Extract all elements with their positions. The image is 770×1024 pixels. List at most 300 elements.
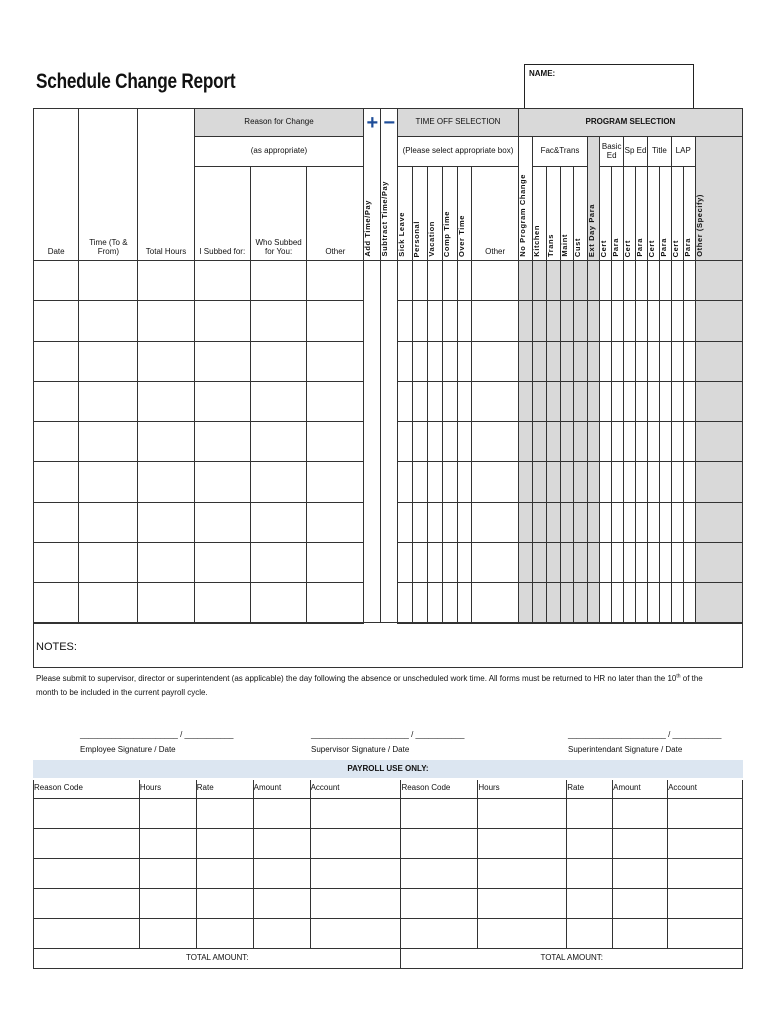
- payroll-cell[interactable]: [668, 888, 743, 918]
- payroll-cell[interactable]: [478, 798, 567, 828]
- entry-cell[interactable]: [457, 502, 472, 542]
- entry-cell[interactable]: [683, 341, 695, 381]
- entry-cell[interactable]: [442, 543, 457, 583]
- entry-cell[interactable]: [671, 583, 683, 623]
- payroll-cell[interactable]: [310, 918, 401, 948]
- entry-cell[interactable]: [600, 502, 612, 542]
- entry-cell[interactable]: [574, 301, 588, 341]
- entry-cell[interactable]: [413, 341, 428, 381]
- entry-cell[interactable]: [518, 583, 532, 623]
- entry-cell[interactable]: [695, 422, 742, 462]
- entry-cell[interactable]: [624, 341, 636, 381]
- entry-cell[interactable]: [250, 261, 306, 301]
- entry-cell[interactable]: [398, 543, 413, 583]
- entry-cell[interactable]: [472, 502, 518, 542]
- entry-cell[interactable]: [79, 341, 138, 381]
- entry-cell[interactable]: [34, 381, 79, 421]
- entry-cell[interactable]: [307, 462, 364, 502]
- payroll-cell[interactable]: [401, 858, 478, 888]
- payroll-cell[interactable]: [34, 918, 140, 948]
- entry-cell[interactable]: [647, 381, 659, 421]
- entry-cell[interactable]: [518, 301, 532, 341]
- entry-cell[interactable]: [442, 462, 457, 502]
- payroll-cell[interactable]: [139, 828, 196, 858]
- entry-cell[interactable]: [364, 462, 381, 502]
- entry-cell[interactable]: [364, 583, 381, 623]
- payroll-cell[interactable]: [613, 918, 668, 948]
- entry-cell[interactable]: [138, 301, 194, 341]
- entry-cell[interactable]: [560, 543, 574, 583]
- entry-cell[interactable]: [636, 583, 648, 623]
- entry-cell[interactable]: [398, 422, 413, 462]
- entry-cell[interactable]: [307, 341, 364, 381]
- entry-cell[interactable]: [671, 422, 683, 462]
- entry-cell[interactable]: [624, 261, 636, 301]
- entry-cell[interactable]: [398, 301, 413, 341]
- entry-cell[interactable]: [636, 422, 648, 462]
- entry-cell[interactable]: [34, 301, 79, 341]
- payroll-cell[interactable]: [139, 918, 196, 948]
- entry-cell[interactable]: [381, 462, 398, 502]
- entry-cell[interactable]: [413, 381, 428, 421]
- entry-cell[interactable]: [683, 301, 695, 341]
- entry-cell[interactable]: [659, 341, 671, 381]
- entry-cell[interactable]: [307, 301, 364, 341]
- entry-cell[interactable]: [560, 583, 574, 623]
- entry-cell[interactable]: [588, 261, 600, 301]
- entry-cell[interactable]: [250, 462, 306, 502]
- entry-cell[interactable]: [532, 301, 546, 341]
- entry-cell[interactable]: [472, 301, 518, 341]
- entry-cell[interactable]: [138, 381, 194, 421]
- entry-cell[interactable]: [79, 261, 138, 301]
- entry-cell[interactable]: [364, 422, 381, 462]
- entry-cell[interactable]: [518, 261, 532, 301]
- entry-cell[interactable]: [307, 422, 364, 462]
- notes-box[interactable]: [33, 622, 743, 668]
- entry-cell[interactable]: [364, 381, 381, 421]
- entry-cell[interactable]: [427, 502, 442, 542]
- payroll-cell[interactable]: [478, 828, 567, 858]
- entry-cell[interactable]: [600, 422, 612, 462]
- payroll-cell[interactable]: [310, 858, 401, 888]
- payroll-cell[interactable]: [401, 918, 478, 948]
- entry-cell[interactable]: [574, 422, 588, 462]
- entry-cell[interactable]: [546, 341, 560, 381]
- entry-cell[interactable]: [560, 462, 574, 502]
- entry-cell[interactable]: [472, 583, 518, 623]
- entry-cell[interactable]: [588, 462, 600, 502]
- payroll-cell[interactable]: [567, 798, 613, 828]
- entry-cell[interactable]: [34, 583, 79, 623]
- payroll-cell[interactable]: [34, 798, 140, 828]
- entry-cell[interactable]: [532, 502, 546, 542]
- entry-cell[interactable]: [695, 261, 742, 301]
- entry-cell[interactable]: [79, 502, 138, 542]
- entry-cell[interactable]: [546, 502, 560, 542]
- entry-cell[interactable]: [612, 381, 624, 421]
- entry-cell[interactable]: [659, 583, 671, 623]
- entry-cell[interactable]: [194, 422, 250, 462]
- entry-cell[interactable]: [560, 261, 574, 301]
- entry-cell[interactable]: [34, 261, 79, 301]
- payroll-cell[interactable]: [253, 858, 310, 888]
- entry-cell[interactable]: [518, 341, 532, 381]
- payroll-cell[interactable]: [196, 798, 253, 828]
- entry-cell[interactable]: [307, 381, 364, 421]
- entry-cell[interactable]: [79, 422, 138, 462]
- entry-cell[interactable]: [683, 381, 695, 421]
- entry-cell[interactable]: [560, 502, 574, 542]
- payroll-cell[interactable]: [668, 858, 743, 888]
- payroll-cell[interactable]: [34, 888, 140, 918]
- entry-cell[interactable]: [574, 381, 588, 421]
- entry-cell[interactable]: [457, 422, 472, 462]
- entry-cell[interactable]: [532, 261, 546, 301]
- entry-cell[interactable]: [381, 301, 398, 341]
- entry-cell[interactable]: [671, 543, 683, 583]
- payroll-cell[interactable]: [613, 888, 668, 918]
- entry-cell[interactable]: [364, 301, 381, 341]
- payroll-cell[interactable]: [196, 858, 253, 888]
- entry-cell[interactable]: [398, 583, 413, 623]
- entry-cell[interactable]: [381, 261, 398, 301]
- entry-cell[interactable]: [624, 543, 636, 583]
- entry-cell[interactable]: [574, 462, 588, 502]
- payroll-cell[interactable]: [401, 798, 478, 828]
- entry-cell[interactable]: [636, 261, 648, 301]
- entry-cell[interactable]: [671, 381, 683, 421]
- entry-cell[interactable]: [659, 422, 671, 462]
- entry-cell[interactable]: [472, 341, 518, 381]
- entry-cell[interactable]: [398, 502, 413, 542]
- entry-cell[interactable]: [671, 261, 683, 301]
- entry-cell[interactable]: [307, 502, 364, 542]
- entry-cell[interactable]: [381, 583, 398, 623]
- supervisor-signature-line[interactable]: ______________________ / ___________: [311, 730, 465, 739]
- entry-cell[interactable]: [79, 583, 138, 623]
- entry-cell[interactable]: [427, 261, 442, 301]
- entry-cell[interactable]: [194, 261, 250, 301]
- entry-cell[interactable]: [427, 422, 442, 462]
- entry-cell[interactable]: [138, 502, 194, 542]
- entry-cell[interactable]: [695, 583, 742, 623]
- entry-cell[interactable]: [34, 543, 79, 583]
- payroll-cell[interactable]: [139, 798, 196, 828]
- entry-cell[interactable]: [695, 462, 742, 502]
- entry-cell[interactable]: [560, 341, 574, 381]
- entry-cell[interactable]: [457, 583, 472, 623]
- entry-cell[interactable]: [194, 462, 250, 502]
- payroll-cell[interactable]: [613, 828, 668, 858]
- entry-cell[interactable]: [518, 462, 532, 502]
- entry-cell[interactable]: [636, 341, 648, 381]
- entry-cell[interactable]: [518, 543, 532, 583]
- entry-cell[interactable]: [381, 502, 398, 542]
- payroll-cell[interactable]: [567, 918, 613, 948]
- entry-cell[interactable]: [560, 301, 574, 341]
- entry-cell[interactable]: [532, 583, 546, 623]
- entry-cell[interactable]: [671, 301, 683, 341]
- entry-cell[interactable]: [427, 301, 442, 341]
- entry-cell[interactable]: [659, 301, 671, 341]
- entry-cell[interactable]: [612, 261, 624, 301]
- entry-cell[interactable]: [194, 502, 250, 542]
- entry-cell[interactable]: [588, 301, 600, 341]
- entry-cell[interactable]: [647, 422, 659, 462]
- entry-cell[interactable]: [612, 543, 624, 583]
- payroll-cell[interactable]: [196, 918, 253, 948]
- payroll-cell[interactable]: [401, 828, 478, 858]
- entry-cell[interactable]: [413, 422, 428, 462]
- entry-cell[interactable]: [442, 261, 457, 301]
- entry-cell[interactable]: [600, 381, 612, 421]
- entry-cell[interactable]: [250, 381, 306, 421]
- entry-cell[interactable]: [574, 502, 588, 542]
- entry-cell[interactable]: [695, 341, 742, 381]
- payroll-cell[interactable]: [310, 888, 401, 918]
- entry-cell[interactable]: [546, 422, 560, 462]
- entry-cell[interactable]: [34, 341, 79, 381]
- payroll-cell[interactable]: [253, 918, 310, 948]
- entry-cell[interactable]: [250, 502, 306, 542]
- entry-cell[interactable]: [600, 543, 612, 583]
- entry-cell[interactable]: [647, 261, 659, 301]
- superintendant-signature-line[interactable]: ______________________ / ___________: [568, 730, 722, 739]
- payroll-cell[interactable]: [478, 888, 567, 918]
- payroll-cell[interactable]: [567, 828, 613, 858]
- entry-cell[interactable]: [307, 543, 364, 583]
- entry-cell[interactable]: [381, 341, 398, 381]
- entry-cell[interactable]: [574, 261, 588, 301]
- entry-cell[interactable]: [398, 341, 413, 381]
- entry-cell[interactable]: [647, 543, 659, 583]
- entry-cell[interactable]: [671, 341, 683, 381]
- entry-cell[interactable]: [413, 301, 428, 341]
- entry-cell[interactable]: [695, 502, 742, 542]
- entry-cell[interactable]: [381, 381, 398, 421]
- entry-cell[interactable]: [546, 381, 560, 421]
- entry-cell[interactable]: [138, 543, 194, 583]
- entry-cell[interactable]: [457, 301, 472, 341]
- entry-cell[interactable]: [194, 583, 250, 623]
- entry-cell[interactable]: [427, 583, 442, 623]
- entry-cell[interactable]: [683, 462, 695, 502]
- entry-cell[interactable]: [659, 502, 671, 542]
- entry-cell[interactable]: [79, 301, 138, 341]
- entry-cell[interactable]: [588, 341, 600, 381]
- entry-cell[interactable]: [381, 422, 398, 462]
- entry-cell[interactable]: [250, 583, 306, 623]
- entry-cell[interactable]: [546, 583, 560, 623]
- entry-cell[interactable]: [532, 543, 546, 583]
- entry-cell[interactable]: [588, 583, 600, 623]
- entry-cell[interactable]: [138, 583, 194, 623]
- entry-cell[interactable]: [34, 422, 79, 462]
- entry-cell[interactable]: [647, 502, 659, 542]
- payroll-cell[interactable]: [401, 888, 478, 918]
- payroll-cell[interactable]: [310, 798, 401, 828]
- entry-cell[interactable]: [518, 502, 532, 542]
- entry-cell[interactable]: [364, 543, 381, 583]
- entry-cell[interactable]: [34, 502, 79, 542]
- entry-cell[interactable]: [138, 341, 194, 381]
- entry-cell[interactable]: [457, 543, 472, 583]
- payroll-cell[interactable]: [34, 858, 140, 888]
- entry-cell[interactable]: [624, 381, 636, 421]
- entry-cell[interactable]: [671, 502, 683, 542]
- entry-cell[interactable]: [398, 462, 413, 502]
- payroll-cell[interactable]: [567, 888, 613, 918]
- entry-cell[interactable]: [695, 381, 742, 421]
- entry-cell[interactable]: [683, 502, 695, 542]
- entry-cell[interactable]: [560, 381, 574, 421]
- entry-cell[interactable]: [194, 301, 250, 341]
- entry-cell[interactable]: [546, 543, 560, 583]
- entry-cell[interactable]: [138, 462, 194, 502]
- entry-cell[interactable]: [79, 462, 138, 502]
- entry-cell[interactable]: [588, 543, 600, 583]
- entry-cell[interactable]: [600, 462, 612, 502]
- entry-cell[interactable]: [532, 422, 546, 462]
- entry-cell[interactable]: [413, 543, 428, 583]
- entry-cell[interactable]: [588, 422, 600, 462]
- entry-cell[interactable]: [600, 583, 612, 623]
- entry-cell[interactable]: [647, 583, 659, 623]
- entry-cell[interactable]: [647, 341, 659, 381]
- entry-cell[interactable]: [532, 462, 546, 502]
- payroll-cell[interactable]: [478, 858, 567, 888]
- entry-cell[interactable]: [413, 502, 428, 542]
- entry-cell[interactable]: [574, 341, 588, 381]
- entry-cell[interactable]: [457, 381, 472, 421]
- entry-cell[interactable]: [457, 261, 472, 301]
- entry-cell[interactable]: [636, 301, 648, 341]
- entry-cell[interactable]: [624, 301, 636, 341]
- entry-cell[interactable]: [442, 301, 457, 341]
- entry-cell[interactable]: [457, 462, 472, 502]
- entry-cell[interactable]: [138, 261, 194, 301]
- entry-cell[interactable]: [364, 502, 381, 542]
- entry-cell[interactable]: [612, 502, 624, 542]
- payroll-cell[interactable]: [253, 888, 310, 918]
- entry-cell[interactable]: [659, 543, 671, 583]
- entry-cell[interactable]: [636, 543, 648, 583]
- entry-cell[interactable]: [546, 301, 560, 341]
- entry-cell[interactable]: [532, 381, 546, 421]
- entry-cell[interactable]: [518, 381, 532, 421]
- payroll-cell[interactable]: [567, 858, 613, 888]
- entry-cell[interactable]: [472, 543, 518, 583]
- entry-cell[interactable]: [695, 543, 742, 583]
- entry-cell[interactable]: [574, 543, 588, 583]
- entry-cell[interactable]: [381, 543, 398, 583]
- employee-signature-line[interactable]: ______________________ / ___________: [80, 730, 234, 739]
- entry-cell[interactable]: [413, 261, 428, 301]
- entry-cell[interactable]: [659, 381, 671, 421]
- entry-cell[interactable]: [250, 422, 306, 462]
- entry-cell[interactable]: [636, 381, 648, 421]
- payroll-cell[interactable]: [253, 798, 310, 828]
- entry-cell[interactable]: [683, 543, 695, 583]
- entry-cell[interactable]: [364, 341, 381, 381]
- entry-cell[interactable]: [472, 462, 518, 502]
- entry-cell[interactable]: [427, 543, 442, 583]
- entry-cell[interactable]: [683, 422, 695, 462]
- entry-cell[interactable]: [413, 462, 428, 502]
- entry-cell[interactable]: [695, 301, 742, 341]
- entry-cell[interactable]: [427, 341, 442, 381]
- entry-cell[interactable]: [612, 301, 624, 341]
- payroll-cell[interactable]: [668, 828, 743, 858]
- entry-cell[interactable]: [472, 422, 518, 462]
- entry-cell[interactable]: [442, 381, 457, 421]
- entry-cell[interactable]: [612, 422, 624, 462]
- payroll-cell[interactable]: [253, 828, 310, 858]
- entry-cell[interactable]: [588, 381, 600, 421]
- entry-cell[interactable]: [659, 261, 671, 301]
- entry-cell[interactable]: [442, 341, 457, 381]
- payroll-cell[interactable]: [310, 828, 401, 858]
- payroll-cell[interactable]: [613, 858, 668, 888]
- entry-cell[interactable]: [442, 583, 457, 623]
- entry-cell[interactable]: [612, 462, 624, 502]
- entry-cell[interactable]: [624, 422, 636, 462]
- entry-cell[interactable]: [600, 341, 612, 381]
- entry-cell[interactable]: [413, 583, 428, 623]
- entry-cell[interactable]: [574, 583, 588, 623]
- entry-cell[interactable]: [683, 583, 695, 623]
- entry-cell[interactable]: [624, 583, 636, 623]
- entry-cell[interactable]: [398, 261, 413, 301]
- entry-cell[interactable]: [442, 422, 457, 462]
- entry-cell[interactable]: [79, 381, 138, 421]
- entry-cell[interactable]: [427, 381, 442, 421]
- entry-cell[interactable]: [636, 462, 648, 502]
- entry-cell[interactable]: [600, 301, 612, 341]
- entry-cell[interactable]: [472, 261, 518, 301]
- entry-cell[interactable]: [600, 261, 612, 301]
- entry-cell[interactable]: [647, 462, 659, 502]
- payroll-cell[interactable]: [668, 798, 743, 828]
- entry-cell[interactable]: [472, 381, 518, 421]
- entry-cell[interactable]: [250, 301, 306, 341]
- payroll-cell[interactable]: [668, 918, 743, 948]
- entry-cell[interactable]: [442, 502, 457, 542]
- payroll-cell[interactable]: [478, 918, 567, 948]
- payroll-cell[interactable]: [196, 888, 253, 918]
- entry-cell[interactable]: [79, 543, 138, 583]
- entry-cell[interactable]: [612, 341, 624, 381]
- entry-cell[interactable]: [659, 462, 671, 502]
- entry-cell[interactable]: [194, 381, 250, 421]
- entry-cell[interactable]: [457, 341, 472, 381]
- entry-cell[interactable]: [671, 462, 683, 502]
- entry-cell[interactable]: [307, 583, 364, 623]
- entry-cell[interactable]: [250, 341, 306, 381]
- entry-cell[interactable]: [588, 502, 600, 542]
- entry-cell[interactable]: [34, 462, 79, 502]
- payroll-cell[interactable]: [613, 798, 668, 828]
- entry-cell[interactable]: [647, 301, 659, 341]
- entry-cell[interactable]: [636, 502, 648, 542]
- entry-cell[interactable]: [612, 583, 624, 623]
- payroll-cell[interactable]: [196, 828, 253, 858]
- entry-cell[interactable]: [560, 422, 574, 462]
- payroll-cell[interactable]: [34, 828, 140, 858]
- entry-cell[interactable]: [624, 502, 636, 542]
- entry-cell[interactable]: [138, 422, 194, 462]
